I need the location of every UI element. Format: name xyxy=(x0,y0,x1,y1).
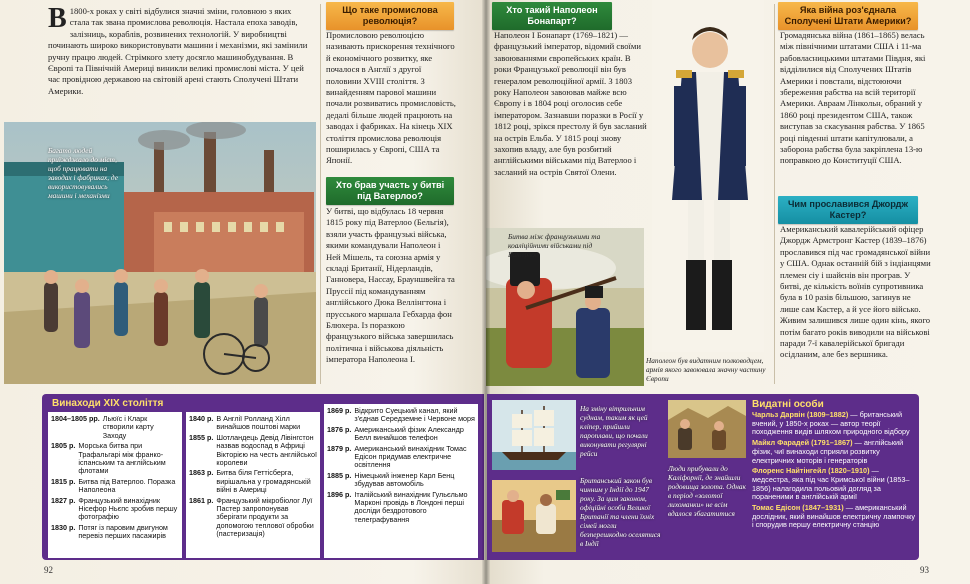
india-caption: Британський закон був чинним у Індії до 1947 року. За цим законом, офіційні особи Великої Британії та члени їхніх сімей могли безперешкодно оселятися в Індії xyxy=(580,476,661,548)
timeline-entry: 1879 р. Американський винахідник Томас Едісон придумав електричне освітлення xyxy=(327,443,467,470)
intro-paragraph: 1800-х роках у світі відбулися значні зміни, головною з яких стала так звана промислова революція. Настала епоха заводів, залізниць, кораблів, розвинених технологій. У виробництві починають широко використовувати машини і механізми, які замінили ручну працю людей. Стрімкого злету досягло машинобудування. В Європі та Північній Америці виникли великі промислові міста. У цей час провідною державою на світовій арені стають Сполучені Штати Америки. xyxy=(48,6,308,96)
page-number-right: 93 xyxy=(920,565,929,575)
timeline-entry: 1896 р. Італійський винахідник Гульєльмо Марконі провідь в Лондоні перші досліди бездротового телеграфування xyxy=(327,489,468,524)
gold-caption: Люди прибували до Каліфорнії, де знайшли родовища золота. Однак в період «золотої лихоманки» не всім вдалося збагатитися xyxy=(668,464,746,518)
person-entry: Майкл Фарадей (1791–1867) — англійський фізик, чиї винаходи сприяли розвитку електричних моторів і генераторів xyxy=(752,438,904,465)
timeline-col-2 xyxy=(186,412,320,558)
usa-text: Громадянська війна (1861–1865) велась між північними штатами США і 11-ма рабовласницькими штатами Півдня, які відділилися від Сполучених Штатів Америки і повстали, відстоюючи збереження рабства на всій території Америки. Авраам Лінкольн, обраний у 1860 році президентом США, також виступав за скасування рабства. У 1865 році південні штати капітулювали, а заборона рабства була закріплена 13-ю поправкою до Конституції США. xyxy=(780,30,926,166)
clipper-ship-picture xyxy=(492,400,576,470)
timeline-entry: 1830 р. Потяг із паровим двигуном перевіз перших пасажирів xyxy=(51,522,168,541)
person-entry: Чарльз Дарвін (1809–1882) — британський вчений, у 1850-х роках — автор теорії походження видів шляхом природного відбору xyxy=(752,410,910,437)
timeline-entry: 1876 р. Американський фізик Александр Белл винайшов телефон xyxy=(327,424,464,443)
column-divider xyxy=(320,4,321,384)
clipper-ship-illustration xyxy=(492,400,576,470)
timeline-entry: 1869 р. Відкрито Суецький канал, який з'єднав Середземне і Червоне моря xyxy=(327,406,475,424)
industrial-text: Промисловою революцією називають прискорення технічного й економічного розвитку, яке почалося в Англії з другої половини XVIII століття. З винайденням парової машини почали розвиватись промисловість, дедалі більше людей працюють на заводах і фабриках. На кінець XIX століття промислова революція поширилась у Європі, США та Японії. xyxy=(326,30,456,166)
gold-rush-illustration xyxy=(668,400,746,458)
intro-text xyxy=(48,3,312,97)
page-number-left: 92 xyxy=(44,565,53,575)
gold-rush-picture xyxy=(668,400,746,458)
timeline-entry: 1805 р. Морська битва при Трафальгарі між франко-іспанським та англійським флотами xyxy=(51,441,166,476)
timeline-col-3 xyxy=(324,404,478,558)
timeline-entry: 1840 р. В Англії Ролланд Хілл винайшов поштові марки xyxy=(189,414,301,432)
intro-dropcap: В xyxy=(48,3,67,34)
people-list xyxy=(752,411,918,530)
napoleon-figure xyxy=(652,0,764,352)
battle-caption: Битва між французькими та коаліційними військами під Ватерлоо xyxy=(508,232,601,259)
custer-text: Американський кавалерійський офіцер Джордж Армстронг Кастер (1839–1876) прославився під час громадянської війни у США. Однак останній бій з індіанцями племен сіу і шайєнів він програв. У битві, де кількість воїнів супротивника була в 10 разів більшою, загинув не лише сам Кастер, а й усе його військо. Живим залишився лише один кінь, якого потім багато років виводили на військові паради 7-ї кавалерійської бригади осідланим, але без вершника. xyxy=(780,224,931,360)
timeline-entry: 1863 р. Битва біля Геттісберга, вирішальна у громадянській війні в Америці xyxy=(189,468,311,495)
timeline-title: Винаходи XIX століття xyxy=(52,398,164,409)
india-picture xyxy=(492,480,576,552)
column-divider xyxy=(774,4,775,384)
factory-caption: Багато людей приїжджало до міст, щоб працювати на заводах і фабриках, де використовувались машини і механізми xyxy=(48,146,118,200)
timeline-entry: 1815 р. Битва під Ватерлоо. Поразка Наполеона xyxy=(51,476,176,495)
custer-heading: Чим прославився Джордж Кастер? xyxy=(778,196,918,224)
timeline-entry: 1855 р. Шотландець Девід Лівінгстон назвав водоспад в Африці Вікторією на честь англійської королеви xyxy=(189,432,317,468)
person-entry: Флоренс Найтінгейл (1820–1910) — медсестра, яка під час Кримської війни (1853–1856) налагодила польовий догляд за пораненими в англійській армії xyxy=(752,466,910,502)
napoleon-portrait xyxy=(652,0,764,352)
person-entry: Томас Едісон (1847–1931) — американський дослідник, який винайшов електричну лампочку і спорудив першу електричну станцію xyxy=(752,503,916,530)
napoleon-caption: Наполеон був видатним полководцем, армія якого завоювала значну частину Європи xyxy=(646,356,766,383)
napoleon-heading: Хто такий Наполеон Бонапарт? xyxy=(492,2,612,30)
timeline-entry: 1827 р. Французький винахідник Нісефор Ньєпс зробив першу фотографію xyxy=(51,495,178,522)
people-title: Видатні особи xyxy=(752,399,824,410)
timeline-col-1 xyxy=(48,412,182,558)
napoleon-text: Наполеон I Бонапарт (1769–1821) — французький імператор, відомий своїми завоюваннями європейських країн. В роки Французької революції він був генералом революційної армії. З 1803 року Наполеон завоював майже всю Європу і в 1804 році оголосив себе імператором. Зазнавши поразки в Росії у 1812 році, зрікся престолу й був засланий на острів Ельба. У 1815 році знову захопив владу, але був розбитий англійськими військами під Ватерлоо і засланий на острів Святої Олени. xyxy=(494,30,647,177)
ship-caption: На зміну вітрильним суднам, таким як цей кліпер, прийшли пароплави, що почали виконувати регулярні рейси xyxy=(580,404,648,458)
waterloo-text: У битві, що відбулась 18 червня 1815 року під Ватерлоо (Бельгія), взяли участь французькі війська, якими командували Наполеон і Ней Мішель, та союзна армія у складі Британії, Нідерландів, Ганновера, Нассау, Брауншвейга та Пруссії під командуванням англійського Дюка Веллінгтона і прусського маршала Гебхарда фон Блюхера. Із поразкою французького війська завершилась політична і військова діяльність імператора Наполеона I. xyxy=(326,206,455,365)
industrial-heading: Що таке промислова революція? xyxy=(326,2,454,30)
waterloo-heading: Хто брав участь у битві під Ватерлоо? xyxy=(326,177,454,205)
india-illustration xyxy=(492,480,576,552)
timeline-entry: 1885 р. Німецький інженер Карл Бенц збудував автомобіль xyxy=(327,470,455,489)
usa-heading: Яка війна роз'єднала Сполучені Штати Америки? xyxy=(778,2,918,30)
timeline-entry: 1861 р. Французький мікробіолог Луї Пастер запропонував зберігати продукти за допомогою теплової обробки (пастеризація) xyxy=(189,495,314,539)
timeline-entry: 1804–1805 рр. Льюїс і Кларк створили карту Заходу xyxy=(51,414,154,440)
